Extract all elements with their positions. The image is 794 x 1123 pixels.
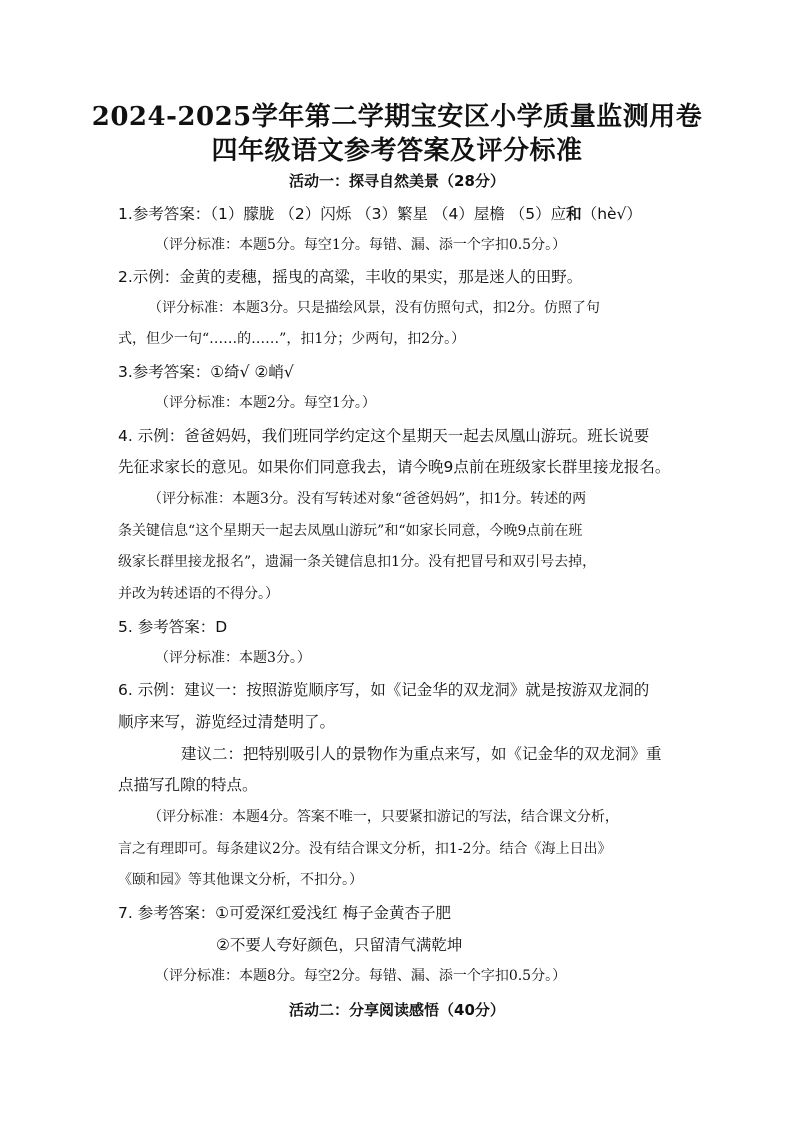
q4-answer-line1: 4. 示例：爸爸妈妈，我们班同学约定这个星期天一起去凤凰山游玩。班长说要 <box>118 427 650 445</box>
q5-criteria: （评分标准：本题3分。） <box>155 650 311 666</box>
q3-answer: 3.参考答案：①绮√ ②峭√ <box>118 363 294 381</box>
q6-answer-line3: 建议二：把特别吸引人的景物作为重点来写，如《记金华的双龙洞》重 <box>181 745 662 763</box>
q1-answer-3: （3）繁星 <box>356 205 429 223</box>
q1-criteria: （评分标准：本题5分。每空1分。每错、漏、添一个字扣0.5分。） <box>155 237 567 253</box>
q6-answer-line1: 6. 示例：建议一：按照游览顺序写，如《记金华的双龙洞》就是按游双龙洞的 <box>118 681 650 699</box>
q1-answer-1: （1）朦胧 <box>210 205 275 223</box>
q7-criteria: （评分标准：本题8分。每空2分。每错、漏、添一个字扣0.5分。） <box>155 968 567 984</box>
q1-prefix: 1.参考答案： <box>118 205 211 223</box>
q4-criteria-line2: 条关键信息“这个星期天一起去凤凰山游玩”和“如家长同意，今晚9点前在班 <box>118 523 583 539</box>
q1-answer-5-word: 和 <box>566 205 582 223</box>
q6-criteria-line2: 言之有理即可。每条建议2分。没有结合课文分析，扣1-2分。结合《海上日出》 <box>118 841 612 857</box>
q5-answer: 5. 参考答案：D <box>118 618 228 636</box>
activity2-heading: 活动二：分享阅读感悟（40分） <box>289 1001 505 1019</box>
page-title-line2: 四年级语文参考答案及评分标准 <box>211 136 583 166</box>
q7-answer-line2: ②不要人夸好颜色，只留清气满乾坤 <box>216 936 463 954</box>
q1-answer-4: （4）屋檐 <box>432 205 505 223</box>
q7-answer-line1: 7. 参考答案：①可爱深红爱浅红 梅子金黄杏子肥 <box>118 904 452 922</box>
q6-criteria-line3: 《颐和园》等其他课文分析，不扣分。） <box>118 872 363 888</box>
q2-criteria-line1: （评分标准：本题3分。只是描绘风景，没有仿照句式，扣2分。仿照了句 <box>148 300 600 316</box>
q1-answer-2: （2）闪烁 <box>279 205 352 223</box>
q1-answer-5-post: （hè√） <box>581 205 642 223</box>
q6-criteria-line1: （评分标准：本题4分。答案不唯一，只要紧扣游记的写法，结合课文分析， <box>148 809 619 825</box>
q4-criteria-line1: （评分标准：本题3分。没有写转述对象“爸爸妈妈”，扣1分。转述的两 <box>148 491 587 507</box>
q4-criteria-line4: 并改为转述语的不得分。） <box>118 586 279 602</box>
page-title-line1: 2024-2025学年第二学期宝安区小学质量监测用卷 <box>91 102 703 132</box>
q6-answer-line4: 点描写孔隙的特点。 <box>118 776 258 794</box>
activity1-heading: 活动一：探寻自然美景（28分） <box>289 172 505 190</box>
q2-criteria-line2: 式，但少一句“……的……”，扣1分；少两句，扣2分。） <box>118 331 466 347</box>
q4-criteria-line3: 级家长群里接龙报名”，遗漏一条关键信息扣1分。没有把冒号和双引号去掉， <box>118 554 597 570</box>
q3-criteria: （评分标准：本题2分。每空1分。） <box>155 395 376 411</box>
q1-answer-5-pre: （5）应 <box>509 205 567 223</box>
q1-answer <box>118 202 642 224</box>
q2-answer: 2.示例：金黄的麦穗，摇曳的高粱，丰收的果实，那是迷人的田野。 <box>118 268 583 286</box>
q6-answer-line2: 顺序来写，游览经过清楚明了。 <box>118 713 336 731</box>
q4-answer-line2: 先征求家长的意见。如果你们同意我去，请今晚9点前在班级家长群里接龙报名。 <box>118 458 671 476</box>
